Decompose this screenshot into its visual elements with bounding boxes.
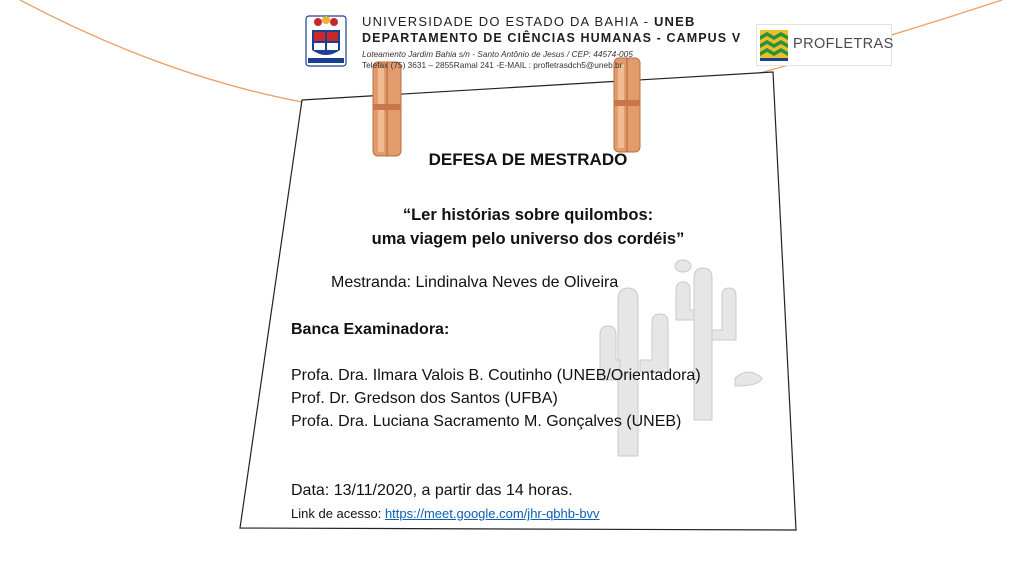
committee-member: Prof. Dr. Gredson dos Santos (UFBA): [291, 390, 558, 407]
address-line: Loteamento Jardim Bahia s/n - Santo Antônio de Jesus / CEP: 44574-005: [362, 49, 633, 59]
student-name: Mestranda: Lindinalva Neves de Oliveira: [331, 274, 619, 291]
clothespin-right-icon: [614, 58, 640, 152]
profletras-logo-text: PROFLETRAS: [793, 36, 894, 52]
profletras-logo-icon: [759, 28, 791, 62]
defense-date: Data: 13/11/2020, a partir das 14 horas.: [291, 482, 573, 499]
committee-member: Profa. Dra. Luciana Sacramento M. Gonçalves (UNEB): [291, 413, 682, 430]
university-acronym: UNEB: [653, 14, 696, 29]
uneb-crest-icon: [306, 16, 346, 66]
meet-link[interactable]: https://meet.google.com/jhr-qbhb-bvv: [384, 506, 600, 521]
access-link-line: [291, 506, 600, 521]
department-name: DEPARTAMENTO DE CIÊNCIAS HUMANAS - CAMPUS V: [362, 31, 742, 45]
paper-sheet: [240, 72, 796, 530]
clothespin-left-icon: [373, 62, 401, 156]
thesis-title-line1: “Ler histórias sobre quilombos:: [402, 206, 654, 224]
committee-member: Profa. Dra. Ilmara Valois B. Coutinho (UNEB/Orientadora): [291, 367, 701, 384]
profletras-logo: [756, 24, 892, 66]
committee-heading: Banca Examinadora:: [291, 321, 450, 338]
contact-line: Telefax (75) 3631 – 2855Ramal 241 -E-MAIL : profletrasdch5@uneb.br: [362, 60, 623, 70]
university-name: [362, 14, 696, 29]
university-name-text: UNIVERSIDADE DO ESTADO DA BAHIA -: [362, 14, 654, 29]
announcement-title: DEFESA DE MESTRADO: [428, 150, 628, 169]
thesis-title-line2: uma viagem pelo universo dos cordéis”: [371, 230, 685, 248]
access-link-label: Link de acesso:: [291, 506, 385, 521]
